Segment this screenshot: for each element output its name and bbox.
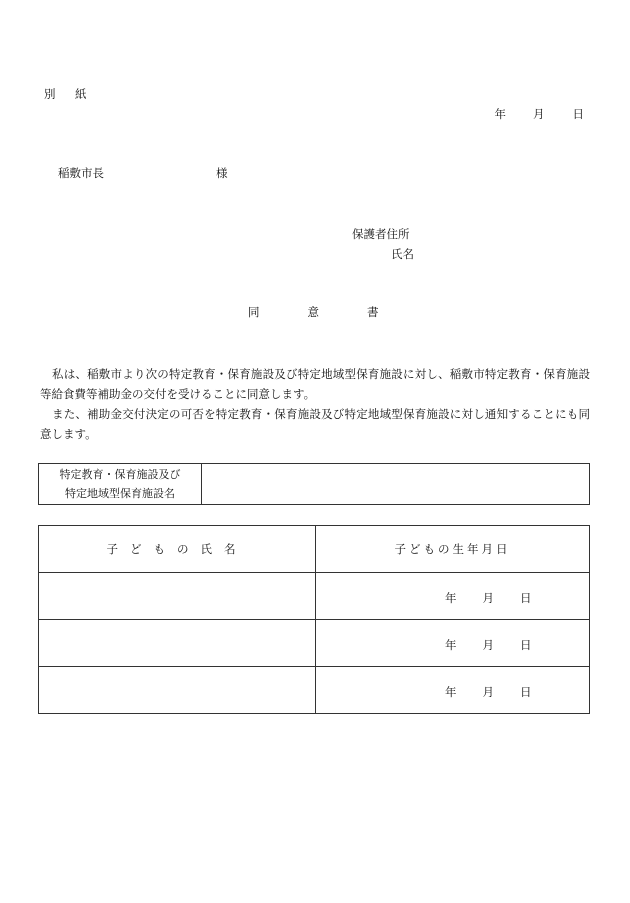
- facility-name-field[interactable]: [202, 464, 590, 505]
- table-row: [39, 620, 590, 667]
- title-char-2: 意: [307, 305, 319, 319]
- document-title: [248, 307, 379, 319]
- children-table: [38, 525, 590, 714]
- header-child-birthdate: 子どもの生年月日: [316, 526, 590, 573]
- birthdate-month: 月: [482, 685, 494, 699]
- table-header-row: [39, 526, 590, 573]
- date-day: 日: [572, 107, 584, 121]
- child-name-field[interactable]: [39, 667, 316, 714]
- birthdate-year: 年: [445, 685, 457, 699]
- table-row: [39, 573, 590, 620]
- birthdate-day: 日: [520, 591, 532, 605]
- facility-label-line-1: 特定教育・保育施設及び: [59, 468, 181, 481]
- birthdate-day: 日: [520, 685, 532, 699]
- birthdate-day: 日: [520, 638, 532, 652]
- guardian-address-label: 保護者住所: [352, 227, 410, 241]
- date-year: 年: [494, 107, 506, 121]
- table-row: [39, 667, 590, 714]
- child-name-field[interactable]: [39, 573, 316, 620]
- title-char-1: 同: [248, 305, 260, 319]
- child-birthdate-field[interactable]: [316, 620, 590, 667]
- guardian-name-label: 氏名: [391, 247, 414, 261]
- addressee-honorific: 様: [216, 166, 228, 180]
- birthdate-month: 月: [482, 638, 494, 652]
- child-name-field[interactable]: [39, 620, 316, 667]
- facility-table: [38, 463, 590, 505]
- header-child-name: 子どもの氏名: [39, 526, 316, 573]
- document-date: [495, 109, 585, 121]
- title-char-3: 書: [367, 305, 379, 319]
- birthdate-year: 年: [445, 591, 457, 605]
- addressee-mayor: 稲敷市長: [58, 166, 104, 180]
- facility-label-line-2: 特定地域型保育施設名: [65, 487, 175, 500]
- birthdate-month: 月: [482, 591, 494, 605]
- facility-label: [39, 464, 202, 505]
- consent-paragraph-1: 私は、稲敷市より次の特定教育・保育施設及び特定地域型保育施設に対し、稲敷市特定教育・保育施設等給食費等補助金の交付を受けることに同意します。: [40, 367, 590, 401]
- birthdate-year: 年: [445, 638, 457, 652]
- attachment-label: 別 紙: [44, 87, 91, 101]
- date-month: 月: [533, 107, 545, 121]
- child-birthdate-field[interactable]: [316, 667, 590, 714]
- child-birthdate-field[interactable]: [316, 573, 590, 620]
- consent-paragraph-2: また、補助金交付決定の可否を特定教育・保育施設及び特定地域型保育施設に対し通知することにも同意します。: [40, 407, 590, 441]
